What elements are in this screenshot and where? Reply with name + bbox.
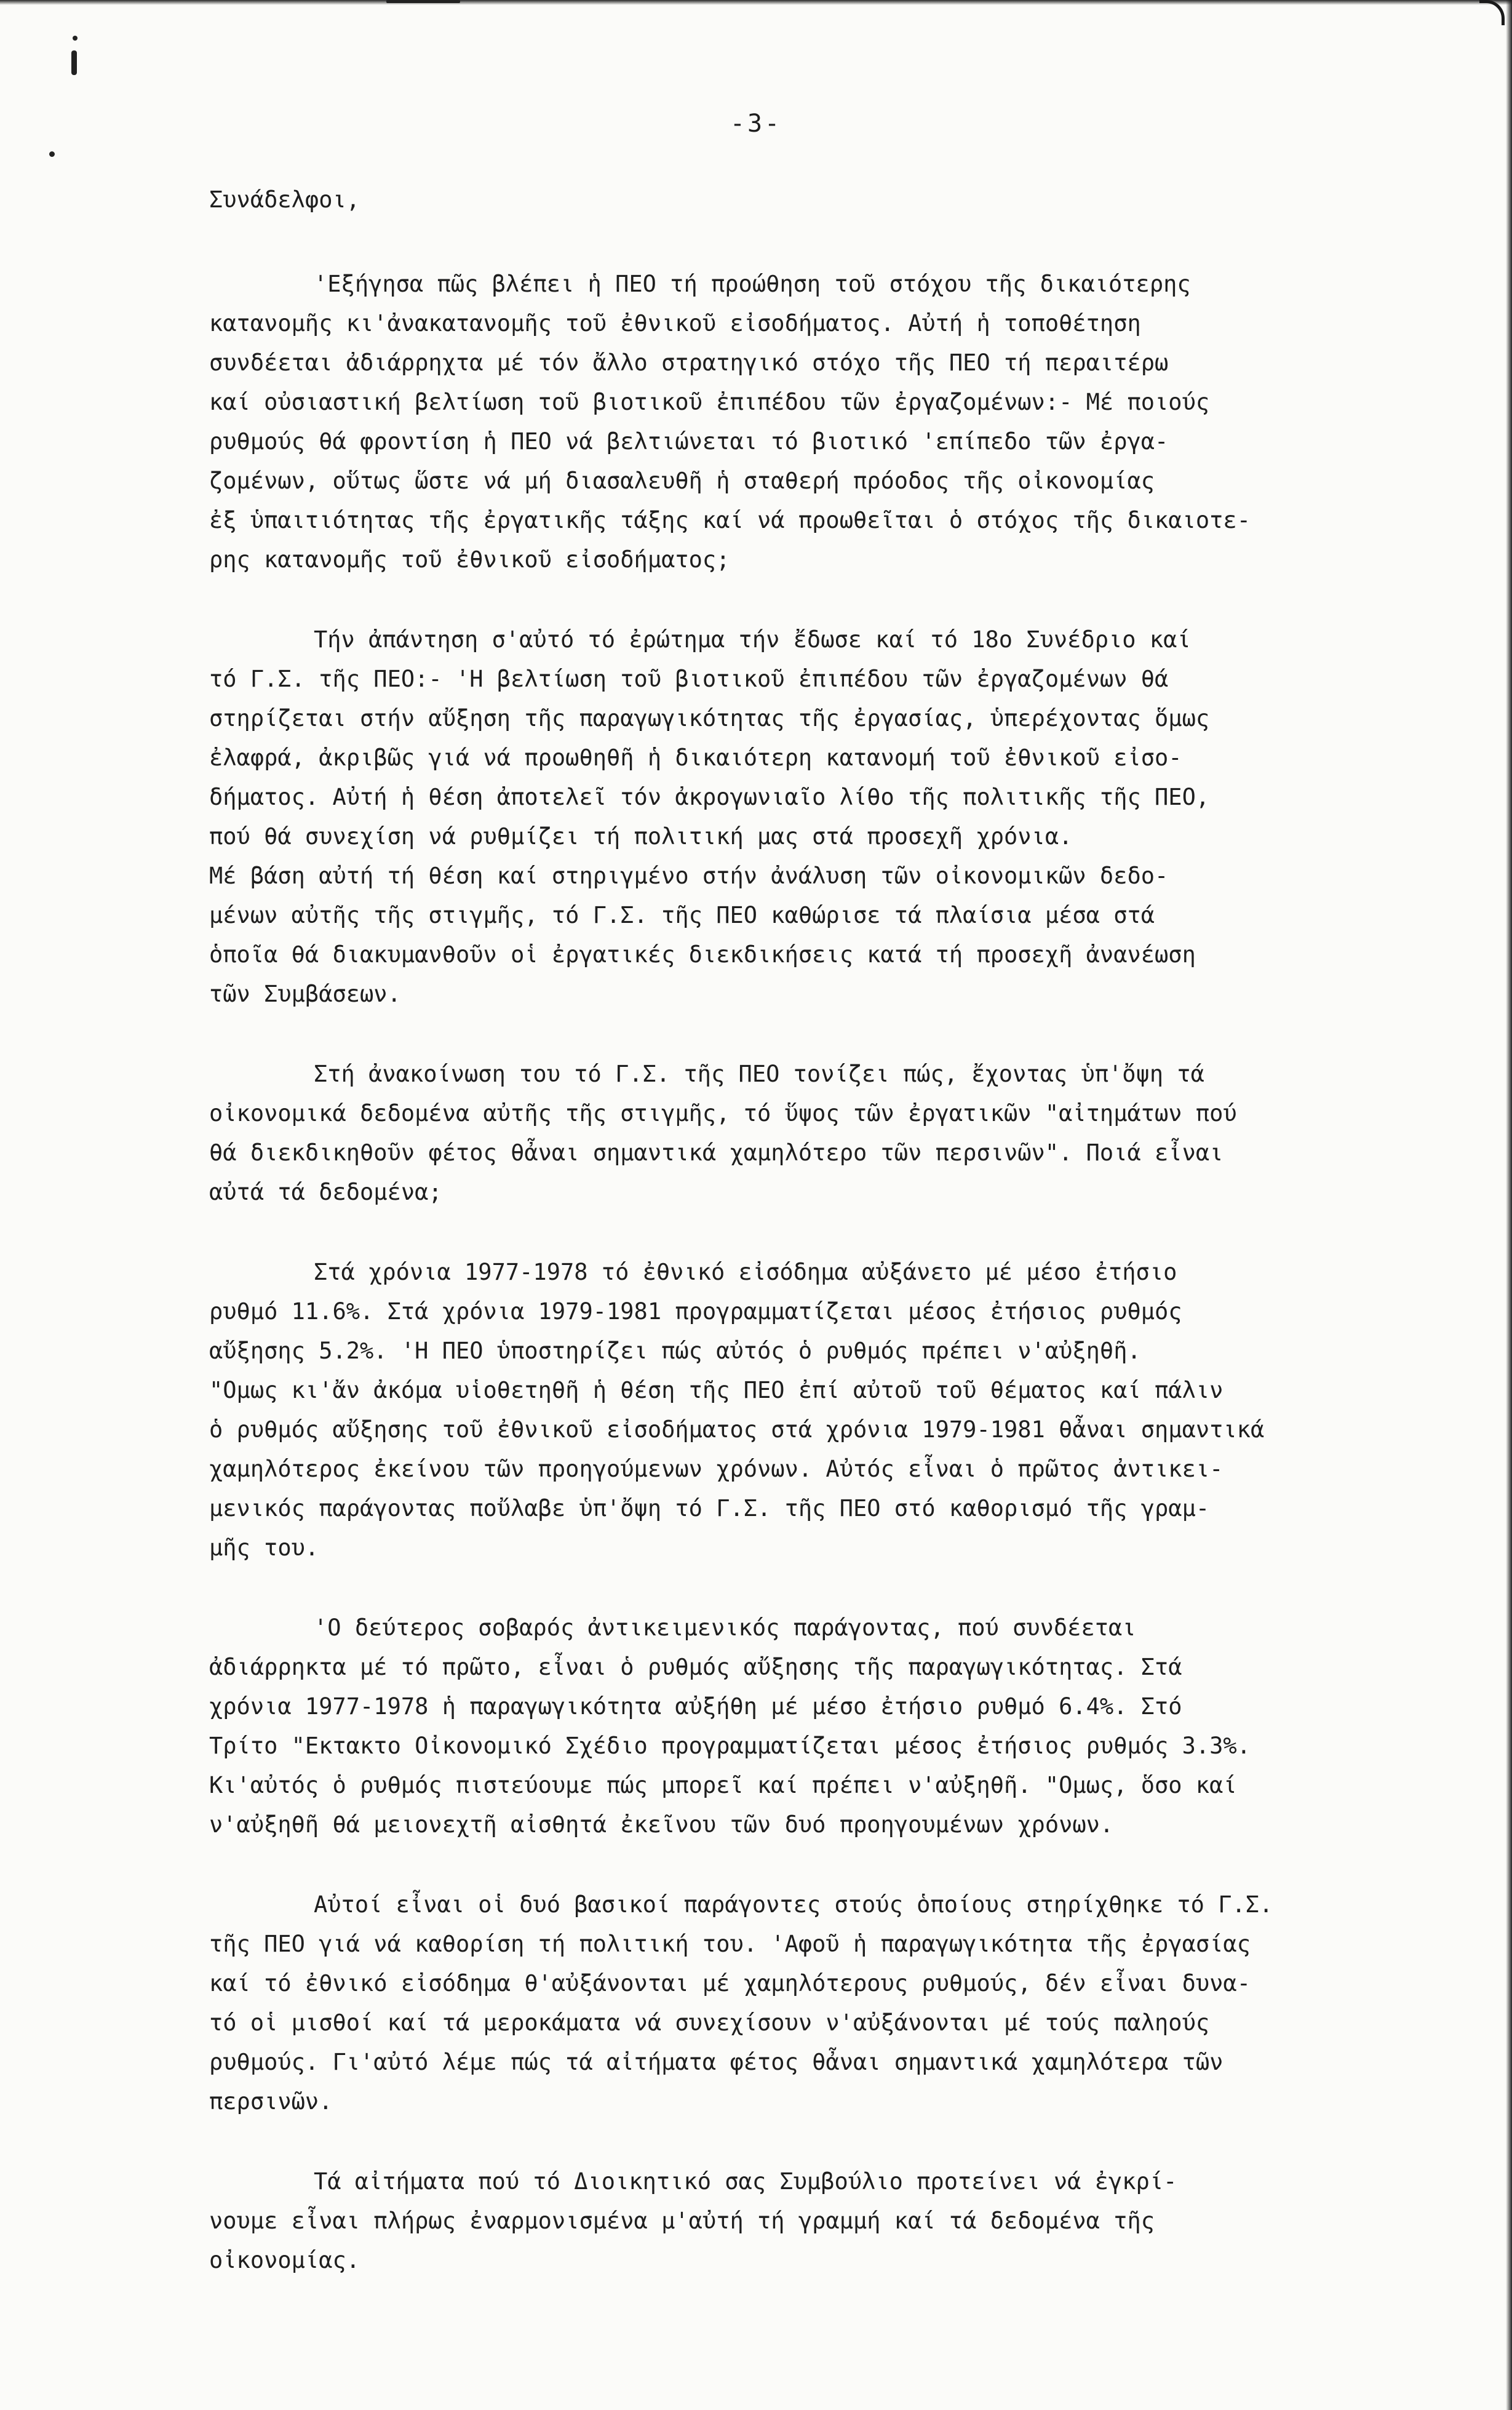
text-line: ρυθμό 11.6%. Στά χρόνια 1979-1981 προγραμματίζεται μέσος ἐτήσιος ρυθμός (209, 1298, 1182, 1325)
scan-speck-mark (386, 0, 460, 3)
text-line: Τήν ἀπάντηση σ'αὐτό τό ἐρώτημα τήν ἔδωσε καί τό 18ο Συνέδριο καί (314, 626, 1191, 653)
text-line: τῶν Συμβάσεων. (209, 981, 401, 1007)
page-number: -3- (730, 110, 782, 138)
text-line: περσινῶν. (209, 2088, 333, 2115)
text-line: ἐξ ὑπαιτιότητας τῆς ἐργατικῆς τάξης καί νά προωθεῖται ὁ στόχος τῆς δικαιοτε- (209, 507, 1251, 533)
text-line: ρης κατανομῆς τοῦ ἐθνικοῦ εἰσοδήματος; (209, 546, 730, 573)
text-line: Μέ βάση αὐτή τή θέση καί στηριγμένο στήν ἀνάλυση τῶν οἰκονομικῶν δεδο- (209, 863, 1169, 889)
paragraph (209, 1608, 1366, 1845)
text-line: ἀδιάρρηκτα μέ τό πρῶτο, εἶναι ὁ ρυθμός αὔξησης τῆς παραγωγικότητας. Στά (209, 1654, 1182, 1680)
text-line: 'Εξήγησα πῶς βλέπει ἡ ΠΕΟ τή προώθηση τοῦ στόχου τῆς δικαιότερης (314, 271, 1191, 297)
paragraph (209, 1885, 1366, 2121)
text-line: χρόνια 1977-1978 ἡ παραγωγικότητα αὐξήθη μέ μέσο ἐτήσιο ρυθμό 6.4%. Στό (209, 1693, 1182, 1720)
text-line: θά διεκδικηθοῦν φέτος θἆναι σημαντικά χαμηλότερο τῶν περσινῶν". Ποιά εἶναι (209, 1139, 1224, 1166)
paragraph (209, 1253, 1366, 1568)
text-line: Αὐτοί εἶναι οἱ δυό βασικοί παράγοντες στούς ὁποίους στηρίχθηκε τό Γ.Σ. (314, 1891, 1273, 1918)
text-line: στηρίζεται στήν αὔξηση τῆς παραγωγικότητας τῆς ἐργασίας, ὑπερέχοντας ὅμως (209, 705, 1210, 732)
text-line: καί οὐσιαστική βελτίωση τοῦ βιοτικοῦ ἐπιπέδου τῶν ἐργαζομένων:- Μέ ποιούς (209, 389, 1210, 415)
text-line: ζομένων, οὕτως ὥστε νά μή διασαλευθῆ ἡ σταθερή πρόοδος τῆς οἰκονομίας (209, 468, 1155, 494)
text-line: μενικός παράγοντας ποὔλαβε ὑπ'ὄψη τό Γ.Σ. τῆς ΠΕΟ στό καθορισμό τῆς γραμ- (209, 1495, 1210, 1522)
text-line: ἐλαφρά, ἀκριβῶς γιά νά προωθηθῆ ἡ δικαιότερη κατανομή τοῦ ἐθνικοῦ εἰσο- (209, 744, 1182, 771)
text-line: ρυθμούς θά φροντίση ἡ ΠΕΟ νά βελτιώνεται τό βιοτικό 'επίπεδο τῶν ἐργα- (209, 428, 1169, 455)
text-line: αὐτά τά δεδομένα; (209, 1179, 442, 1205)
text-line: νουμε εἶναι πλήρως ἐναρμονισμένα μ'αὐτή τή γραμμή καί τά δεδομένα τῆς (209, 2208, 1155, 2234)
text-line: αὔξησης 5.2%. 'Η ΠΕΟ ὑποστηρίζει πώς αὐτός ὁ ρυθμός πρέπει ν'αὐξηθῆ. (209, 1338, 1141, 1364)
text-line: τό οἱ μισθοί καί τά μεροκάματα νά συνεχίσουν ν'αὐξάνονται μέ τούς παληούς (209, 2009, 1210, 2036)
text-line: μένων αὐτῆς τῆς στιγμῆς, τό Γ.Σ. τῆς ΠΕΟ καθώρισε τά πλαίσια μέσα στά (209, 902, 1155, 928)
text-line: ρυθμούς. Γι'αὐτό λέμε πώς τά αἰτήματα φέτος θἆναι σημαντικά χαμηλότερα τῶν (209, 2049, 1224, 2075)
scan-speck-mark (73, 36, 78, 41)
text-line: ν'αὐξηθῆ θά μειονεχτῆ αἰσθητά ἐκεῖνου τῶν δυό προηγουμένων χρόνων. (209, 1811, 1114, 1838)
paragraph (209, 2162, 1366, 2280)
text-line: ὁ ρυθμός αὔξησης τοῦ ἐθνικοῦ εἰσοδήματος στά χρόνια 1979-1981 θἆναι σημαντικά (209, 1416, 1265, 1443)
text-line: 'Ο δεύτερος σοβαρός ἀντικειμενικός παράγοντας, πού συνδέεται (314, 1614, 1136, 1641)
text-line: ὁποῖα θά διακυμανθοῦν οἱ ἐργατικές διεκδικήσεις κατά τή προσεχῆ ἀνανέωση (209, 941, 1196, 968)
text-line: οἰκονομίας. (209, 2247, 360, 2273)
text-line: δήματος. Αὐτή ἡ θέση ἀποτελεῖ τόν ἀκρογωνιαῖο λίθο τῆς πολιτικῆς τῆς ΠΕΟ, (209, 784, 1210, 810)
paragraph (209, 1055, 1366, 1212)
text-line: συνδέεται ἀδιάρρηχτα μέ τόν ἄλλο στρατηγικό στόχο τῆς ΠΕΟ τή περαιτέρω (209, 349, 1169, 376)
text-line: μῆς του. (209, 1534, 319, 1561)
scan-edge-top (0, 0, 1512, 5)
text-line: κατανομῆς κι'ἀνακατανομῆς τοῦ ἐθνικοῦ εἰσοδήματος. Αὐτή ἡ τοποθέτηση (209, 310, 1141, 337)
scan-edge-right (1506, 0, 1512, 2410)
text-line: τῆς ΠΕΟ γιά νά καθορίση τή πολιτική του. 'Αφοῦ ἡ παραγωγικότητα τῆς ἐργασίας (209, 1931, 1251, 1957)
text-line: χαμηλότερος ἐκείνου τῶν προηγούμενων χρόνων. Αὐτός εἶναι ὁ πρῶτος ἀντικει- (209, 1456, 1224, 1482)
text-line: οἰκονομικά δεδομένα αὐτῆς τῆς στιγμῆς, τό ὕψος τῶν ἐργατικῶν "αἰτημάτων πού (209, 1100, 1237, 1127)
text-line: Κι'αὐτός ὁ ρυθμός πιστεύουμε πώς μπορεῖ καί πρέπει ν'αὐξηθῆ. "Ομως, ὅσο καί (209, 1772, 1237, 1798)
text-line: καί τό ἐθνικό εἰσόδημα θ'αὐξάνονται μέ χαμηλότερους ρυθμούς, δέν εἶναι δυνα- (209, 1970, 1251, 1997)
text-line: "Ομως κι'ἄν ἀκόμα υἱοθετηθῆ ἡ θέση τῆς ΠΕΟ ἐπί αὐτοῦ τοῦ θέματος καί πάλιν (209, 1377, 1224, 1403)
text-line: Τρίτο "Εκτακτο Οἰκονομικό Σχέδιο προγραμματίζεται μέσος ἐτήσιος ρυθμός 3.3%. (209, 1733, 1251, 1759)
scan-speck-mark (71, 50, 77, 75)
text-line: πού θά συνεχίση νά ρυθμίζει τή πολιτική μας στά προσεχῆ χρόνια. (209, 823, 1073, 850)
text-line: Στή ἀνακοίνωση του τό Γ.Σ. τῆς ΠΕΟ τονίζει πώς, ἔχοντας ὑπ'ὄψη τά (314, 1061, 1204, 1087)
salutation: Συνάδελφοι, (209, 186, 360, 213)
text-line: τό Γ.Σ. τῆς ΠΕΟ:- 'Η βελτίωση τοῦ βιοτικοῦ ἐπιπέδου τῶν ἐργαζομένων θά (209, 666, 1169, 692)
letter-body (209, 178, 1366, 2321)
scan-speck-mark (49, 151, 55, 157)
paragraph (209, 265, 1366, 580)
text-line: Τά αἰτήματα πού τό Διοικητικό σας Συμβούλιο προτείνει νά ἐγκρί- (314, 2168, 1177, 2195)
paragraph (209, 620, 1366, 1014)
text-line: Στά χρόνια 1977-1978 τό ἐθνικό εἰσόδημα αὐξάνετο μέ μέσο ἐτήσιο (314, 1259, 1177, 1285)
